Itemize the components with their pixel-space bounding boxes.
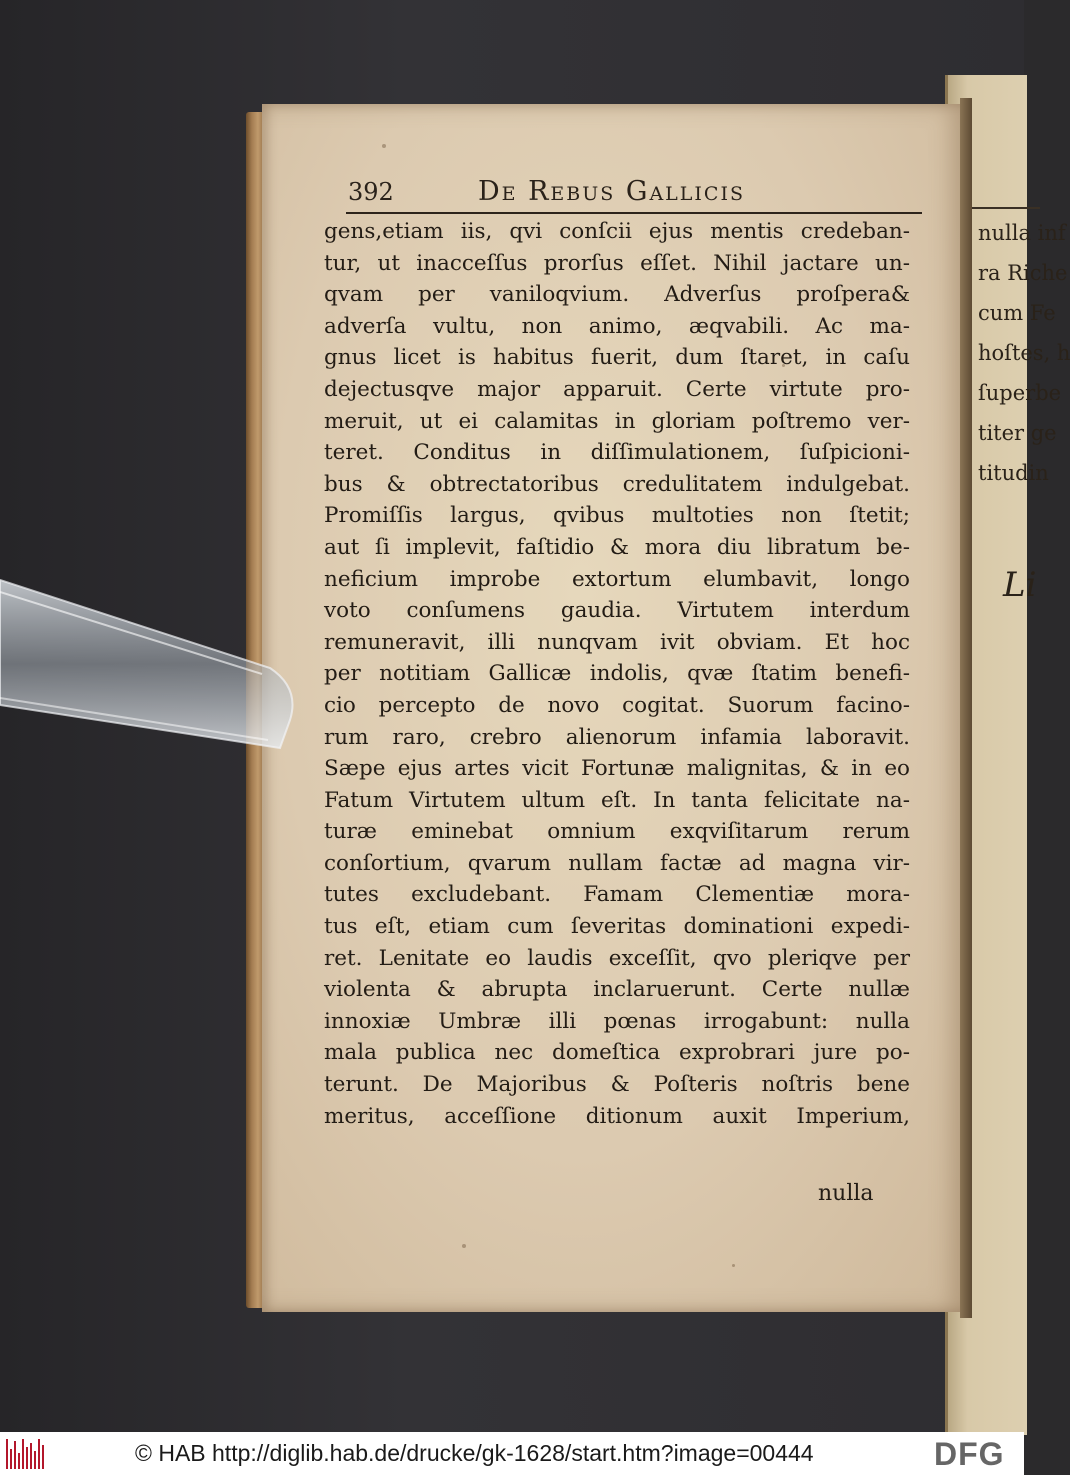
facing-line: nulla inf [978,221,1066,245]
facing-line: titudin [978,461,1049,485]
text-line: aut ſi implevit, faſtidio & mora diu libratum be- [324,534,910,560]
text-line: terunt. De Majoribus & Poſteris noſtris bene [324,1072,910,1098]
text-line: rum raro, crebro alienorum infamia laboravit. [324,724,910,750]
text-line: teret. Conditus in diſſimulationem, ſuſpicioni- [324,440,910,466]
footer-bar [0,1432,1024,1475]
text-line: per notitiam Gallicæ indolis, qvæ ſtatim benefi- [324,661,910,687]
book-gutter [960,98,972,1318]
facing-line: cum Fe [978,301,1056,325]
facing-line: titer ge [978,421,1057,445]
text-line: tus eſt, etiam cum ſeveritas dominationi expedi- [324,914,910,940]
facing-line: ra Riche [978,261,1068,285]
facing-line: hoſtes, h [978,341,1070,365]
text-line: tutes excludebant. Famam Clementiæ mora- [324,882,910,908]
text-line: gens,etiam iis, qvi conſcii ejus mentis credeban- [324,219,910,244]
body-text [324,216,910,1132]
text-line: cio percepto de novo cogitat. Suorum facino- [324,692,910,718]
text-line: conſortium, qvarum nullam factæ ad magna vir- [324,850,910,876]
text-line: Fatum Virtutem ultum eſt. In tanta felicitate na- [324,787,910,813]
text-line: Promiſſis largus, qvibus multoties non ſtetit; [324,503,910,529]
footer-credit: © HAB http://diglib.hab.de/drucke/gk-1628/start.htm?image=00444 [135,1440,814,1466]
text-line: meritus, acceſſione ditionum auxit Imperium, [324,1103,910,1129]
paper-speckle [462,1244,466,1248]
text-line: tur, ut inacceſſus prorſus eſſet. Nihil jactare un- [324,250,910,276]
text-line: Sæpe ejus artes vicit Fortunæ malignitas, & in eo [324,756,910,782]
dfg-logo: DFG [934,1436,1005,1472]
running-head-title: De Rebus Gallicis [478,176,745,207]
catchword: nulla [818,1181,874,1206]
text-line: ret. Lenitate eo laudis exceſſit, qvo pleriqve per [324,945,910,971]
text-line: meruit, ut ei calamitas in gloriam poſtremo ver- [324,408,910,434]
text-line: qvam per vaniloqvium. Adverſus proſpera& [324,282,910,308]
text-line: turæ eminebat omnium exqviſitarum rerum [324,819,910,845]
facing-line: ſuperbe [978,381,1062,405]
text-line: neficium improbe extortum elumbavit, longo [324,566,910,592]
text-line: adverſa vultu, non animo, æqvabili. Ac ma- [324,313,910,339]
head-rule [346,212,922,214]
text-line: remuneravit, illi nunqvam ivit obviam. Et hoc [324,629,910,655]
text-line: gnus licet is habitus fuerit, dum ſtaret, in caſu [324,345,910,371]
text-line: innoxiæ Umbræ illi pœnas irrogabunt: nulla [324,1008,910,1034]
text-line: violenta & abrupta inclaruerunt. Certe nullæ [324,977,910,1003]
text-line: mala publica nec domeſtica exprobrari jure po- [324,1040,910,1066]
running-head [348,174,908,210]
text-line: bus & obtrectatoribus credulitatem indulgebat. [324,471,910,497]
paper-speckle [732,1264,735,1267]
paper-speckle [382,144,386,148]
text-line: dejectusqve major apparuit. Certe virtute pro- [324,376,910,402]
facing-big-letter: Li [1003,565,1037,605]
facing-page-rule [960,207,1040,209]
page-holder-strip [0,560,310,760]
page-number: 392 [348,178,394,206]
book-page [262,104,970,1312]
text-line: voto conſumens gaudia. Virtutem interdum [324,598,910,624]
hab-barcode-logo [6,1439,46,1469]
